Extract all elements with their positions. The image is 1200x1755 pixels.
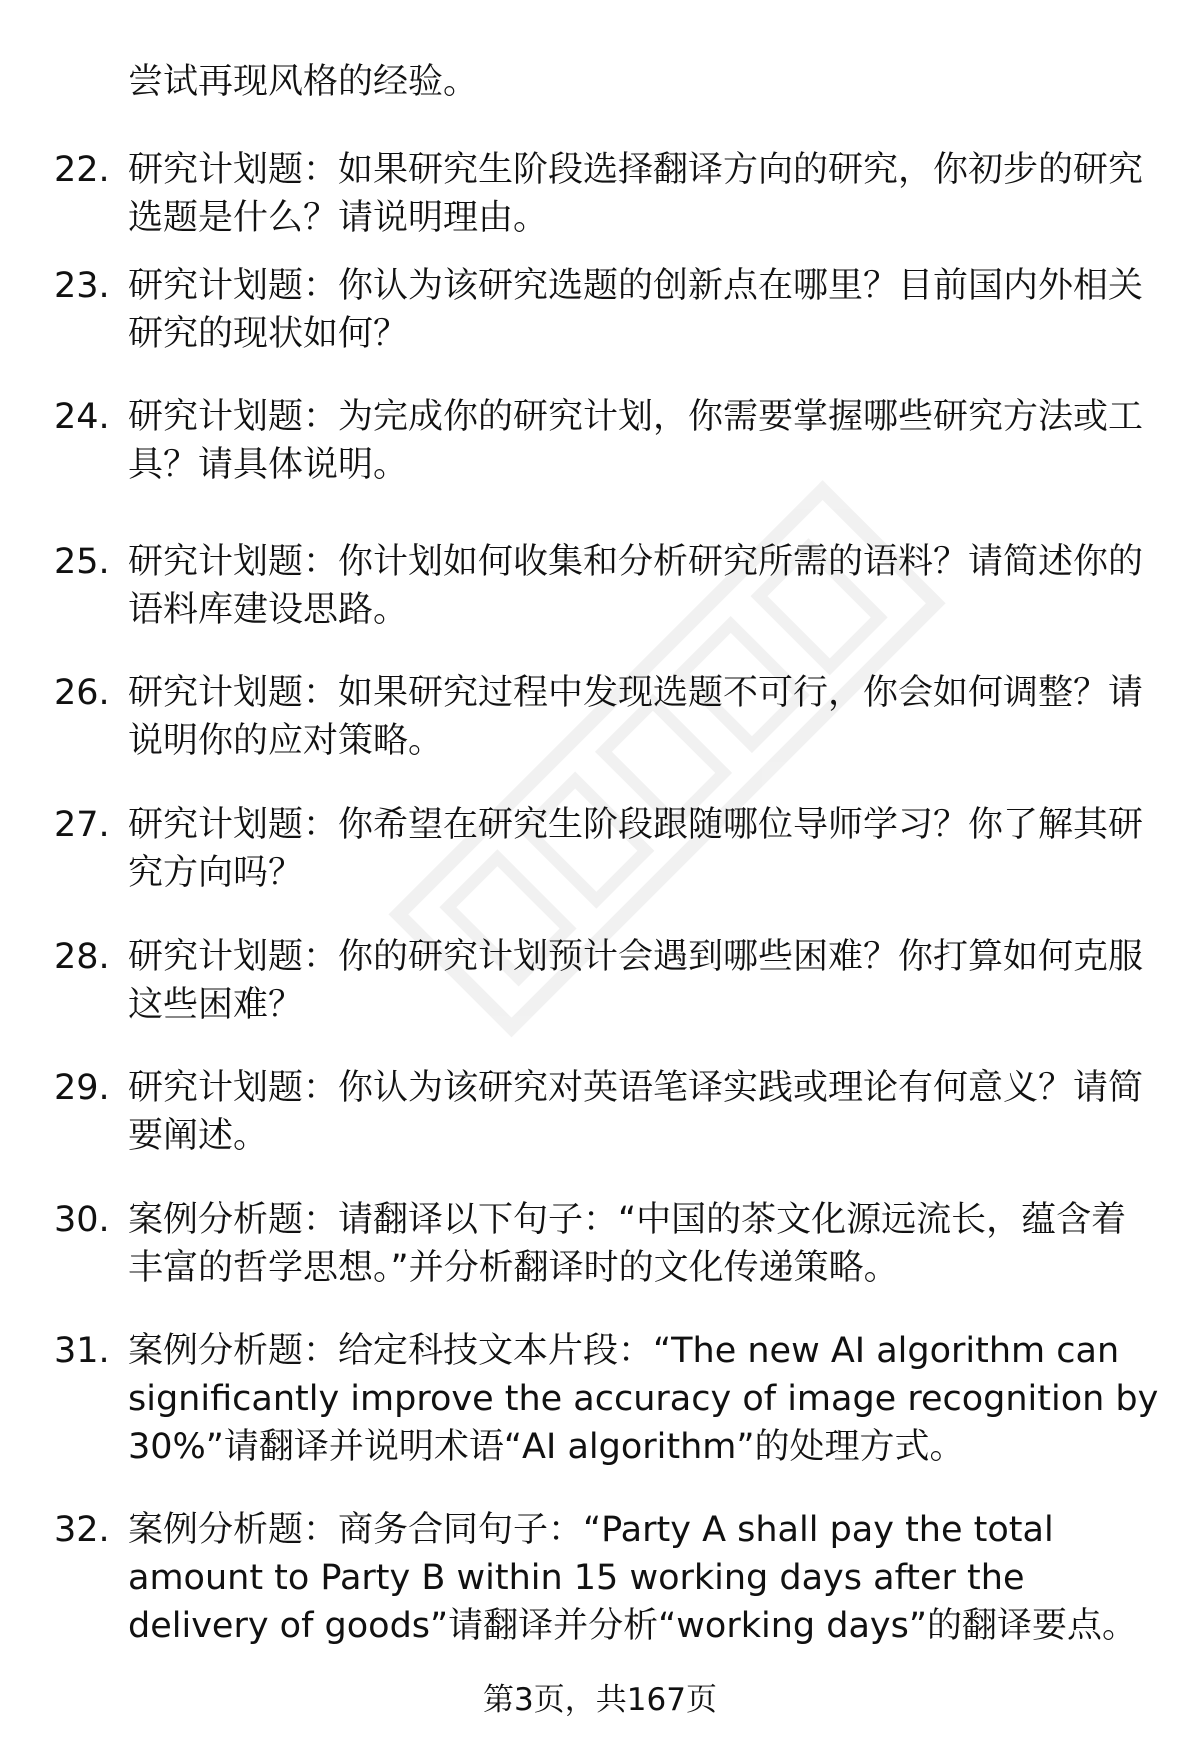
continuation-text: 尝试再现风格的经验。 [128,62,479,102]
question-text: 研究计划题：如果研究生阶段选择翻译方向的研究，你初步的研究选题是什么？请说明理由。 [128,150,1144,238]
question-number: 31. [54,1331,110,1371]
question-number: 27. [54,805,110,845]
question-text: 研究计划题：为完成你的研究计划，你需要掌握哪些研究方法或工具？请具体说明。 [128,397,1144,485]
question-text: 研究计划题：如果研究过程中发现选题不可行，你会如何调整？请说明你的应对策略。 [128,673,1144,761]
question-text: 研究计划题：你认为该研究对英语笔译实践或理论有何意义？请简要阐述。 [128,1068,1144,1156]
question-number: 26. [54,673,110,713]
question-text: 案例分析题：请翻译以下句子：“中国的茶文化源远流长，蕴含着丰富的哲学思想。”并分析翻译时的文化传递策略。 [128,1200,1127,1288]
question-number: 28. [54,937,110,977]
question-text: 研究计划题：你的研究计划预计会遇到哪些困难？你打算如何克服这些困难？ [128,937,1144,1025]
question-text: 案例分析题：给定科技文本片段：“The new AI algorithm can significantly improve the accuracy of image recognition by 30%”请翻译并说明术语“AI algorithm”的处理方式。 [128,1331,1159,1467]
question-text: 研究计划题：你认为该研究选题的创新点在哪里？目前国内外相关研究的现状如何？ [128,266,1144,354]
question-number: 32. [54,1510,110,1550]
question-number: 22. [54,150,110,190]
page-footer: 第3页，共167页 [483,1682,717,1718]
question-number: 24. [54,397,110,437]
question-text: 研究计划题：你计划如何收集和分析研究所需的语料？请简述你的语料库建设思路。 [128,542,1144,630]
question-text: 研究计划题：你希望在研究生阶段跟随哪位导师学习？你了解其研究方向吗？ [128,805,1144,893]
question-number: 23. [54,266,110,306]
question-number: 29. [54,1068,110,1108]
question-number: 25. [54,542,110,582]
question-number: 30. [54,1200,110,1240]
question-text: 案例分析题：商务合同句子：“Party A shall pay the total amount to Party B within 15 working days after the delivery of goods”请翻译并分析“working days”的翻译要点。 [128,1510,1137,1646]
